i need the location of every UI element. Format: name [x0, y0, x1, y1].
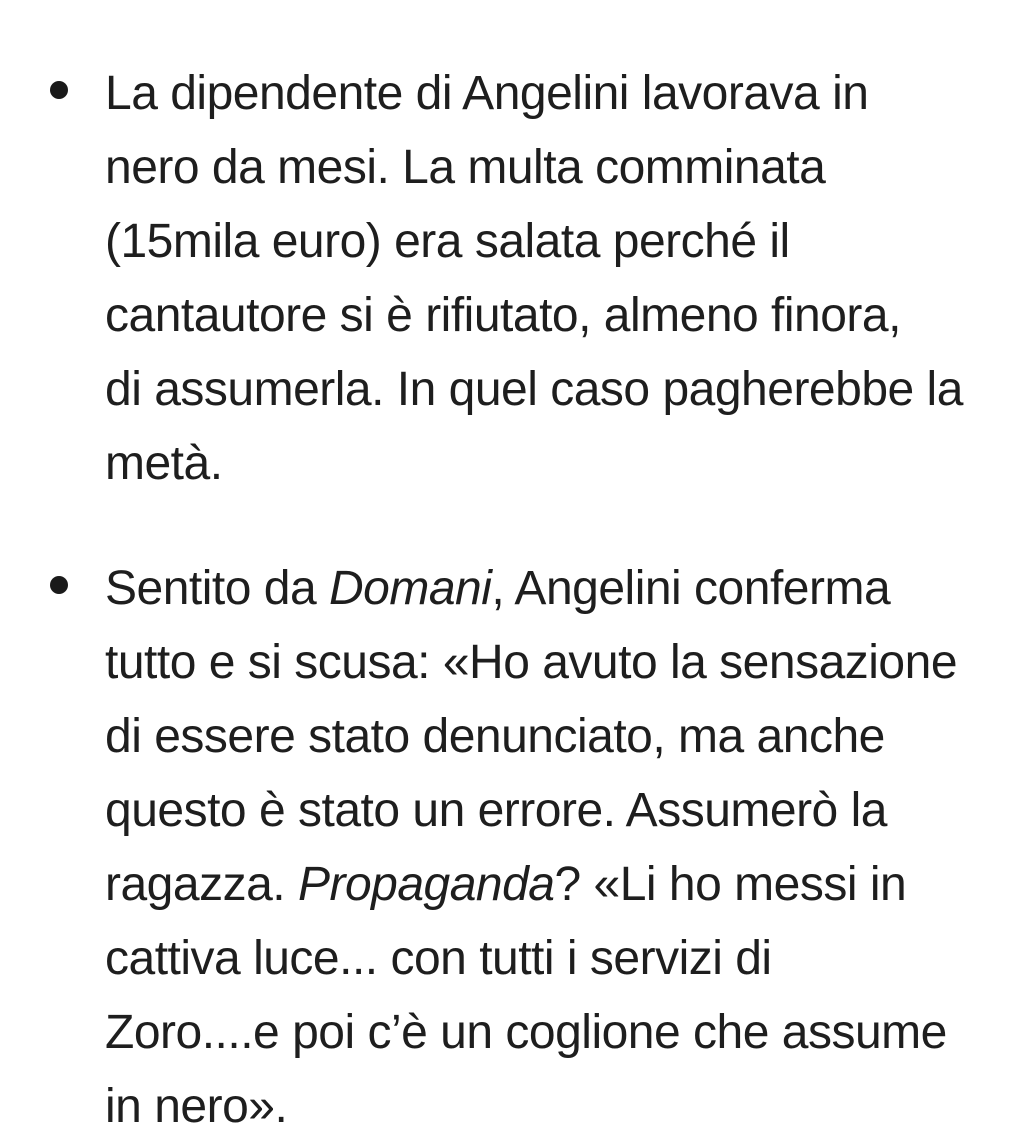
list-item: [0, 57, 963, 501]
text-line: [105, 353, 963, 427]
list-item: [0, 552, 963, 1144]
text-segment: , Angelini conferma: [491, 562, 891, 615]
text-segment: cattiva luce... con tutti i servizi di: [105, 932, 772, 985]
text-line: [105, 774, 963, 848]
text-segment: La dipendente di Angelini lavorava in: [105, 67, 869, 120]
text-line: [105, 279, 963, 353]
text-segment: Zoro....e poi c’è un coglione che assume: [105, 1006, 947, 1059]
text-line: [105, 427, 963, 501]
text-line: [105, 922, 963, 996]
show-name: Propaganda: [297, 858, 555, 911]
bullet-icon: [50, 81, 68, 99]
text-line: [105, 57, 963, 131]
text-line: [105, 131, 963, 205]
text-line: [105, 848, 963, 922]
text-line: [105, 1070, 963, 1144]
text-segment: tutto e si scusa: «Ho avuto la sensazione: [105, 636, 958, 689]
text-line: [105, 552, 963, 626]
text-segment: di essere stato denunciato, ma anche: [105, 710, 885, 763]
text-segment: cantautore si è rifiutato, almeno finora,: [105, 289, 901, 342]
text-segment: questo è stato un errore. Assumerò la: [105, 784, 887, 837]
text-line: [105, 996, 963, 1070]
text-segment: ? «Li ho messi in: [554, 858, 907, 911]
text-segment: metà.: [105, 437, 223, 490]
text-line: [105, 626, 963, 700]
text-segment: di assumerla. In quel caso pagherebbe la: [105, 363, 963, 416]
text-segment: ragazza.: [105, 858, 298, 911]
text-segment: in nero».: [105, 1080, 288, 1133]
publication-name: Domani: [329, 562, 492, 615]
text-segment: nero da mesi. La multa comminata: [105, 141, 826, 194]
bullet-list: [0, 57, 963, 1144]
bullet-icon: [50, 576, 68, 594]
text-line: [105, 700, 963, 774]
text-segment: (15mila euro) era salata perché il: [105, 215, 790, 268]
text-line: [105, 205, 963, 279]
text-segment: Sentito da: [105, 562, 329, 615]
